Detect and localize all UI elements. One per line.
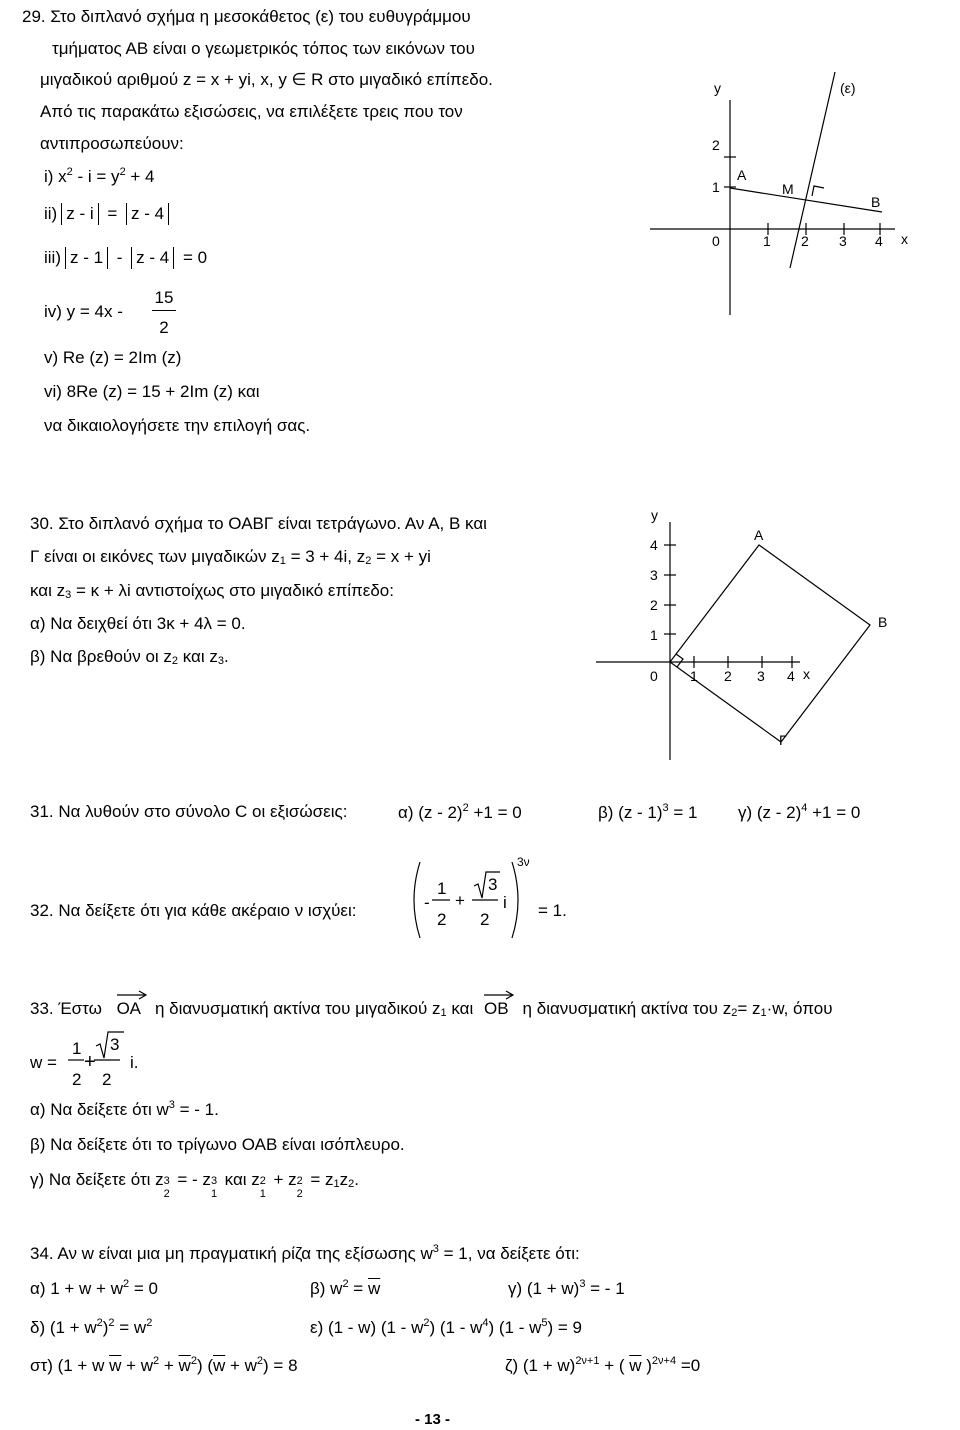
p29-xtick-label-2: 2 [801, 233, 809, 249]
p33-w-num1: 1 [72, 1039, 82, 1058]
p29-line-5: αντιπροσωπεύουν: [40, 134, 184, 153]
p29-closing: να δικαιολογήσετε την επιλογή σας. [44, 416, 311, 435]
p33-w-plus: + [84, 1051, 96, 1073]
p33-w-den2: 2 [102, 1070, 112, 1089]
page-number: - 13 - [415, 1411, 451, 1428]
p29-option-i: i) $x^2 - i = y^2 + 4$ [44, 166, 155, 186]
p30-ytick-label-1: 1 [650, 627, 658, 643]
p29-option-iii: iii) z - 1 - z - 4 = 0 [44, 248, 208, 267]
p30-xtick-label-1: 1 [690, 668, 698, 684]
p30-label-G: Γ [779, 732, 787, 748]
p33-w-i: i. [130, 1053, 139, 1072]
p32-num2: 3 [488, 875, 498, 894]
p30-xtick-label-4: 4 [787, 668, 795, 684]
p32-num1: 1 [437, 879, 447, 898]
p33-w-num2: 3 [110, 1035, 120, 1054]
conjugate-w: $\overline{w}$ [367, 1279, 381, 1298]
p30-label-x: x [803, 666, 810, 682]
p30-line-5: β) Να βρεθούν οι z2 και z3. [30, 647, 229, 667]
p29-xtick-label-1: 1 [763, 233, 771, 249]
p32-den2: 2 [480, 910, 490, 929]
p30-label-y: y [651, 507, 658, 523]
p34-part-c: γ) $(1 + w)^3$ = - 1 [508, 1278, 625, 1298]
p29-label-y: y [714, 80, 721, 96]
p32-minus: - [424, 893, 430, 912]
p32-rhs: = 1. [538, 901, 567, 920]
p32-plus: + [455, 891, 465, 910]
p33-part-b: β) Να δείξετε ότι το τρίγωνο ΟΑΒ είναι ισόπλευρο. [30, 1135, 405, 1154]
p31-eq-a: α) (z - 2)$^2$ +1 = 0 [398, 802, 522, 822]
p29-label-M: M [782, 181, 794, 197]
p33-w-den1: 2 [72, 1070, 82, 1089]
p30-xtick-label-0: 0 [650, 668, 658, 684]
p30-line-2: Γ είναι οι εικόνες των μιγαδικών z1 = 3 + 4i, z2 = x + yi [30, 547, 431, 567]
p29-ytick-label-1: 1 [712, 179, 720, 195]
vector-OB: ΟΒ [484, 1000, 509, 1017]
p30-label-A: A [754, 527, 764, 543]
p33-part-c: γ) Να δείξετε ότι z 3 2 = - z 3 1 και z 2 1 + z 2 2 = z1z2. [30, 1170, 360, 1200]
p34-line-1: 34. Αν w είναι μια μη πραγματική ρίζα της εξίσωσης $w^3 = 1$, να δείξετε ότι: [30, 1243, 580, 1263]
p33-w-eq: w = [30, 1053, 57, 1072]
p30-line-1: 30. Στο διπλανό σχήμα το ΟΑΒΓ είναι τετράγωνο. Αν Α, Β και [30, 514, 487, 533]
p34-part-e: ε) (1 - w) $(1 - w^2)$ $(1 - w^4)$ $(1 - w^5) = 9$ [310, 1317, 583, 1337]
p30-xtick-label-2: 2 [724, 668, 732, 684]
p30-xtick-label-3: 3 [757, 668, 765, 684]
p29-line-3: μιγαδικού αριθμού z = x + yi, x, y ∈ R στο μιγαδικό επίπεδο. [40, 70, 493, 89]
p29-line-1: 29. Στο διπλανό σχήμα η μεσοκάθετος (ε) του ευθυγράμμου [22, 7, 471, 26]
p31-eq-b: β) (z - 1)$^3$ = 1 [598, 802, 698, 822]
p29-option-v: v) Re (z) = 2Im (z) [44, 348, 182, 367]
p31-eq-c: γ) (z - 2)$^4$ +1 = 0 [738, 802, 861, 822]
p30-ytick-label-2: 2 [650, 597, 658, 613]
p32-intro: 32. Να δείξετε ότι για κάθε ακέραιο ν ισχύει: [30, 901, 357, 920]
p32-exponent: 3ν [517, 855, 530, 869]
p29-label-eps: (ε) [840, 80, 856, 96]
p29-label-B: B [871, 194, 881, 210]
p31-intro: 31. Να λυθούν στο σύνολο C οι εξισώσεις: [30, 802, 348, 821]
p29-xtick-label-4: 4 [875, 233, 883, 249]
p30-ytick-label-3: 3 [650, 567, 658, 583]
p29-ytick-label-2: 2 [712, 137, 720, 153]
p34-part-b: β) $w^2 = \overline{w}$ [310, 1278, 381, 1298]
p30-label-B: B [878, 614, 888, 630]
p32-den1: 2 [437, 910, 447, 929]
p29-xtick-label-3: 3 [839, 233, 847, 249]
p29-option-vi: vi) 8Re (z) = 15 + 2Im (z) και [44, 382, 260, 401]
p32-i: i [503, 893, 507, 912]
p34-part-st: στ) (1 + w $\overline{w} + w^2 + \overline{w}^2$) $(\overline{w} + w^2) = 8$ [30, 1355, 298, 1375]
p34-part-z: ζ) $(1 + w)^{2\nu+1}$ + ( $\overline{w}$ )$^{2\nu+4}$ =0 [505, 1355, 701, 1375]
p30-line-4: α) Να δειχθεί ότι 3κ + 4λ = 0. [30, 614, 246, 633]
p29-option-iv: iv) y = 4x - [44, 302, 123, 321]
p33-line-1: 33. Έστω ΟΑ η διανυσματική ακτίνα του μιγαδικού z1 και ΟΒ η διανυσματική ακτίνα του z2= z1·w, όπου [30, 1000, 833, 1019]
vector-OA: ΟΑ [117, 1000, 141, 1017]
p34-part-d: δ) $(1 + w^2)^2 = w^2$ [30, 1317, 153, 1337]
p29-option-iv-fraction: 15 2 [150, 289, 178, 339]
p29-label-A: A [737, 167, 747, 183]
p29-label-x: x [901, 231, 908, 247]
p33-part-a: α) Να δείξετε ότι $w^3$ = - 1. [30, 1099, 219, 1119]
p29-line-2: τμήματος ΑΒ είναι ο γεωμετρικός τόπος των εικόνων του [52, 39, 475, 58]
p29-line-4: Από τις παρακάτω εξισώσεις, να επιλέξετε τρεις που τον [40, 102, 463, 121]
p29-xtick-label-0: 0 [712, 233, 720, 249]
p30-ytick-label-4: 4 [650, 537, 658, 553]
p34-part-a: α) $1 + w + w^2 = 0$ [30, 1278, 158, 1298]
p29-option-ii: ii) z - i = z - 4 [44, 203, 173, 225]
p30-line-3: και z3 = κ + λi αντιστοίχως στο μιγαδικό επίπεδο: [30, 581, 394, 601]
